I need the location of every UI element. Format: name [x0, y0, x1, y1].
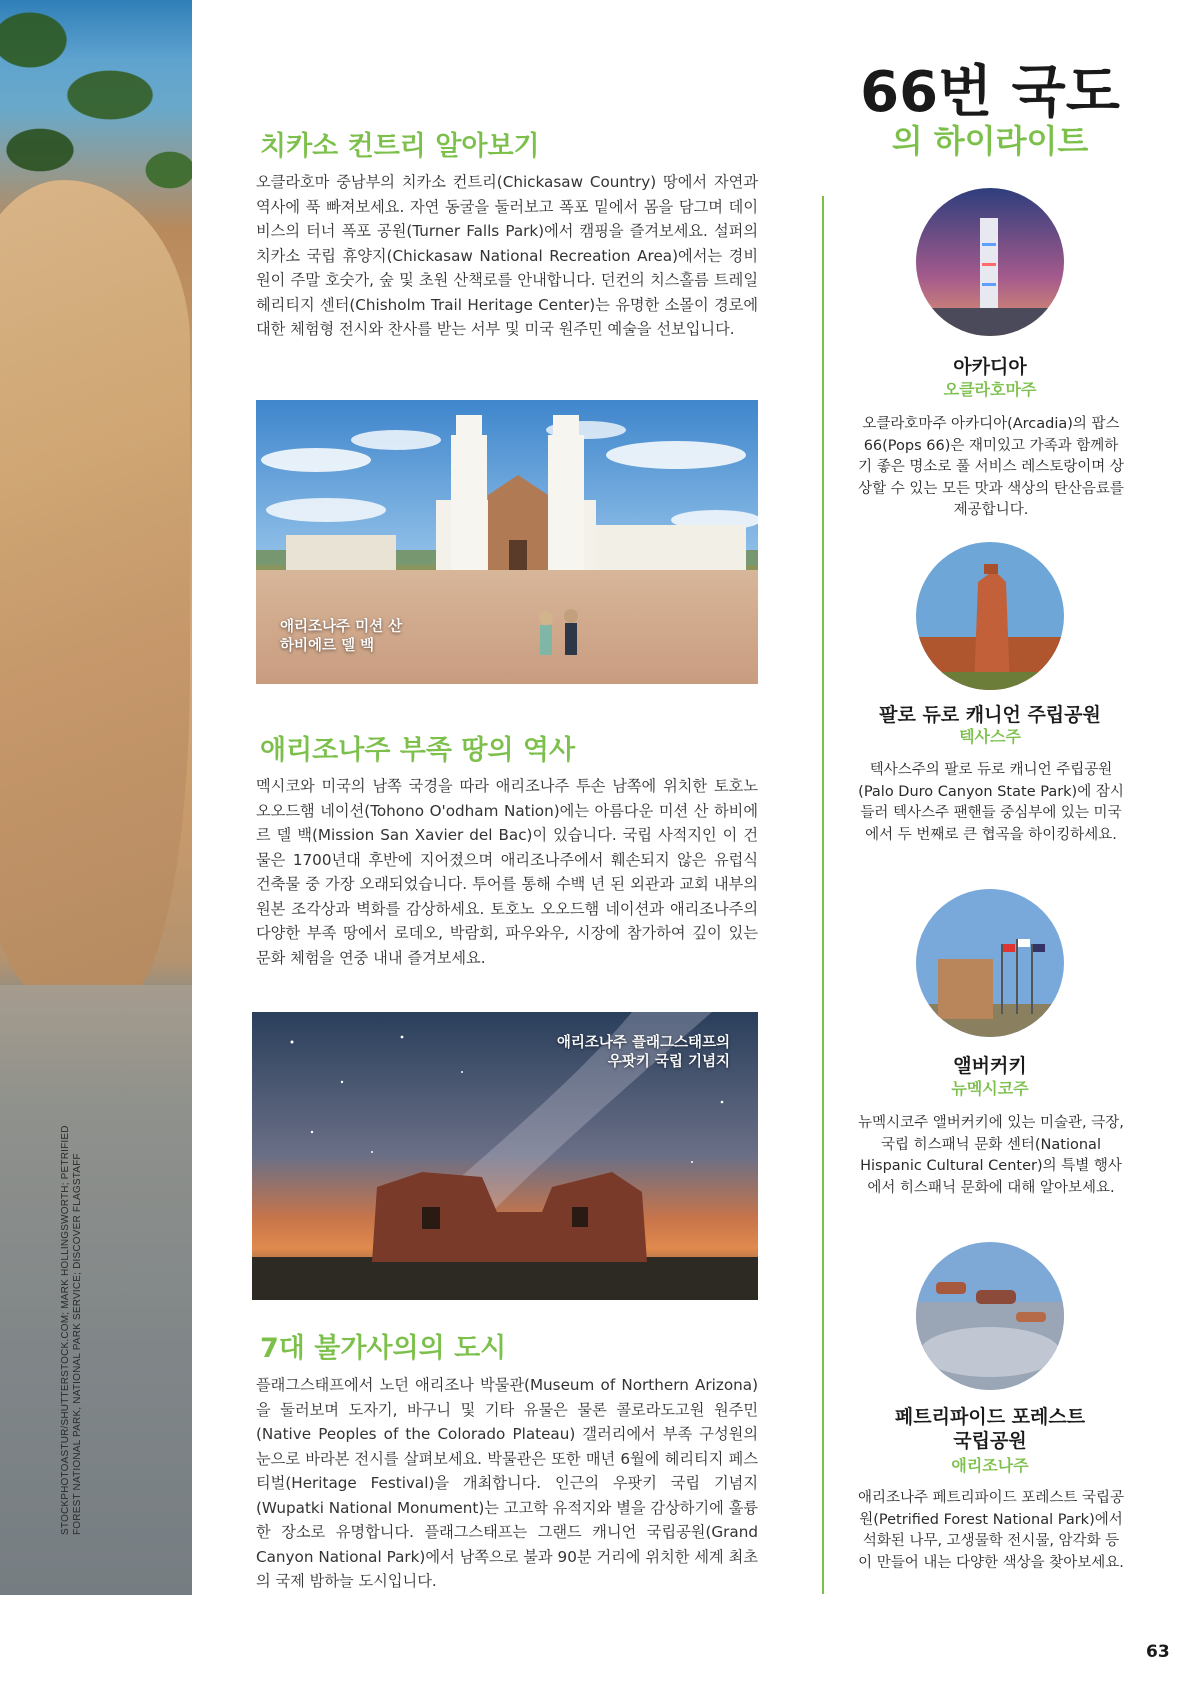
highlight-desc-palo-duro: 텍사스주의 팔로 듀로 캐니언 주립공원(Palo Duro Canyon State Park)에 잠시 들러 텍사스주 팬핸들 중심부에 있는 미국에서 두 번째로 큰 협곡을 하이킹하세요. [858, 762, 1124, 843]
mission-photo [256, 400, 758, 684]
wupatki-photo [252, 1012, 758, 1300]
section-body-chickasaw: 오클라호마 중남부의 치카소 컨트리(Chickasaw Country) 땅에서 자연과 역사에 푹 빠져보세요. 자연 동굴을 둘러보고 폭포 밑에서 몸을 담그며 데이비스의 터너 폭포 공원(Turner Falls Park)에서 캠핑을 즐겨보세요. 설퍼의 치카소 국립 휴양지(Chickasaw National Recreation Area)에서는 경비원이 주말 호숫가, 숲 및 초원 산책로를 안내합니다. 던컨의 치스홀름 트레일 헤리티지 센터(Chisholm Trail Heritage Center)는 유명한 소몰이 경로에 대한 체험형 전시와 찬사를 받는 서부 및 미국 원주민 예술을 선보입니다. [256, 173, 758, 338]
photo-credit-line1: STOCKPHOTOASTUR/SHUTTERSTOCK.COM; MARK HOLLINGSWORTH; PETRIFIED [60, 1125, 71, 1535]
sidebar-title: 66번 국도 [860, 60, 1120, 125]
arcadia-photo [916, 188, 1064, 336]
mission-caption-line2: 하비에르 델 백 [280, 638, 375, 654]
highlight-name-albuquerque: 앨버커키 [953, 1055, 1027, 1077]
highlight-desc-albuquerque: 뉴멕시코주 앨버커키에 있는 미술관, 극장, 국립 히스패닉 문화 센터(National Hispanic Cultural Center)의 특별 행사에서 히스패닉 문화에 대해 알아보세요. [858, 1115, 1124, 1196]
albuquerque-illustration [916, 889, 1064, 1037]
photo-credit [60, 1125, 84, 1535]
petrified-forest-illustration [916, 1242, 1064, 1390]
highlight-state-arcadia: 오클라호마주 [943, 380, 1037, 399]
petrified-forest-photo [916, 1242, 1064, 1390]
highlight-state-petrified-forest: 애리조나주 [951, 1456, 1029, 1475]
highlight-name-petrified-forest-line1: 페트리파이드 포레스트 [894, 1406, 1086, 1428]
highlight-state-palo-duro: 텍사스주 [959, 727, 1021, 746]
sidebar-divider [822, 196, 824, 1594]
mission-caption [280, 618, 402, 656]
section-body-seven-wonders: 플래그스태프에서 노던 애리조나 박물관(Museum of Northern Arizona)을 둘러보며 도자기, 바구니 및 기타 유물은 물론 콜로라도고원 원주민(Native Peoples of the Colorado Plateau) 갤러리에서 부족 구성원의 눈으로 바라본 전시를 살펴보세요. 박물관은 또한 매년 6월에 헤리티지 페스티벌(Heritage Festival)을 개최합니다. 인근의 우팟키 국립 기념지(Wupatki National Monument)는 고고학 유적지와 별을 감상하기에 훌륭한 장소로 유명합니다. 플래그스태프는 그랜드 캐니언 국립공원(Grand Canyon National Park)에서 남쪽으로 불과 90분 거리에 위치한 세계 최초의 국제 밤하늘 도시입니다. [256, 1376, 758, 1590]
albuquerque-photo [916, 889, 1064, 1037]
highlight-desc-arcadia: 오클라호마주 아카디아(Arcadia)의 팝스 66(Pops 66)은 재미있고 가족과 함께하기 좋은 명소로 풀 서비스 레스토랑이며 상상할 수 있는 모든 맛과 색상의 탄산음료를 제공합니다. [858, 416, 1124, 518]
section-title-tribal-lands: 애리조나주 부족 땅의 역사 [260, 735, 576, 766]
highlight-name-petrified-forest-line2: 국립공원 [953, 1430, 1027, 1452]
wupatki-caption [557, 1034, 730, 1072]
highlight-name-petrified-forest [850, 1405, 1130, 1453]
page-number: 63 [1146, 1642, 1170, 1662]
travertine-rock [0, 180, 190, 1000]
sidebar-subtitle: 의 하이라이트 [891, 122, 1089, 160]
palo-duro-photo [916, 542, 1064, 690]
highlight-desc-petrified-forest: 애리조나주 페트리파이드 포레스트 국립공원(Petrified Forest National Park)에서 석화된 나무, 고생물학 전시물, 암각화 등이 만들어 내는 다양한 색상을 찾아보세요. [858, 1490, 1124, 1571]
palo-duro-illustration [916, 542, 1064, 690]
photo-credit-line2: FOREST NATIONAL PARK, NATIONAL PARK SERVICE; DISCOVER FLAGSTAFF [72, 1153, 83, 1535]
mission-caption-line1: 애리조나주 미션 산 [280, 619, 403, 635]
arcadia-illustration [916, 188, 1064, 336]
highlight-name-palo-duro: 팔로 듀로 캐니언 주립공원 [879, 704, 1101, 726]
water-surface [0, 985, 192, 1595]
tree-foliage [0, 0, 192, 210]
section-body-tribal-lands: 멕시코와 미국의 남쪽 국경을 따라 애리조나주 투손 남쪽에 위치한 토호노 오오드햄 네이션(Tohono O'odham Nation)에는 아름다운 미션 산 하비에르 델 백(Mission San Xavier del Bac)이 있습니다. 국립 사적지인 이 건물은 1700년대 후반에 지어졌으며 애리조나주에서 훼손되지 않은 유럽식 건축물 중 가장 오래되었습니다. 투어를 통해 수백 년 된 외관과 교회 내부의 원본 조각상과 벽화를 감상하세요. 토호노 오오드햄 네이션과 애리조나주의 다양한 부족 땅에서 로데오, 박람회, 파우와우, 시장에 참가하여 깊이 있는 문화 체험을 연중 내내 즐겨보세요. [256, 777, 758, 967]
section-title-chickasaw: 치카소 컨트리 알아보기 [260, 131, 540, 162]
wupatki-caption-line1: 애리조나주 플래그스태프의 [556, 1035, 730, 1051]
highlight-state-albuquerque: 뉴멕시코주 [951, 1079, 1029, 1098]
wupatki-caption-line2: 우팟키 국립 기념지 [607, 1054, 730, 1070]
left-photo-strip [0, 0, 192, 1595]
section-title-seven-wonders: 7대 불가사의의 도시 [260, 1333, 507, 1364]
highlight-name-arcadia: 아카디아 [953, 356, 1027, 378]
